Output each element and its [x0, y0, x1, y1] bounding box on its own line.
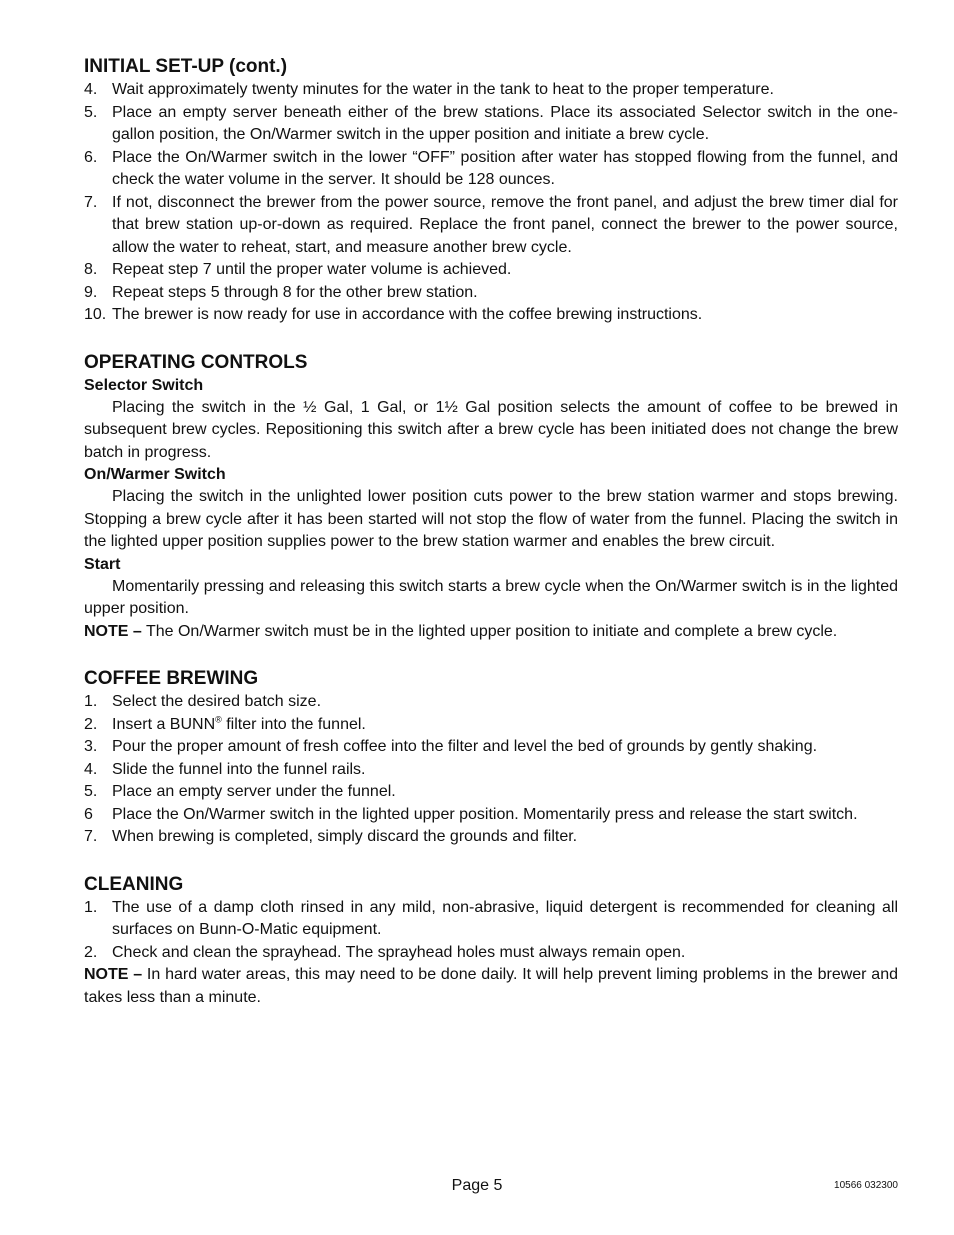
list-item: 7. When brewing is completed, simply discard the grounds and filter.	[84, 828, 578, 845]
cleaning-note	[84, 964, 898, 1009]
initial-setup-section	[84, 55, 898, 327]
operating-controls-section	[84, 351, 898, 644]
list-item: 1. The use of a damp cloth rinsed in any mild, non-abrasive, liquid detergent is recommended for cleaning all surfaces on Bunn-O-Matic equipment.	[84, 898, 898, 938]
selector-switch-text: Placing the switch in the ½ Gal, 1 Gal, or 1½ Gal position selects the amount of coffee to be brewed in subsequent brew cycles. Repositioning this switch after a brew cycle has been initiated does not change the brew batch in progress.	[84, 398, 898, 461]
start-switch-title: Start	[84, 555, 121, 573]
start-switch-text: Momentarily pressing and releasing this switch starts a brew cycle when the On/Warmer switch is in the lighted upper position.	[84, 577, 898, 617]
note-text: The On/Warmer switch must be in the lighted upper position to initiate and complete a brew cycle.	[141, 622, 838, 640]
cleaning-steps	[84, 897, 898, 965]
coffee-brewing-heading: COFFEE BREWING	[84, 668, 259, 689]
list-item: 5. Place an empty server under the funnel.	[84, 783, 396, 800]
list-item: 4. Wait approximately twenty minutes for the water in the tank to heat to the proper temperature.	[84, 81, 774, 98]
list-item: 6. Place the On/Warmer switch in the lower “OFF” position after water has stopped flowing from the funnel, and check the water volume in the server. It should be 128 ounces.	[84, 148, 898, 188]
cleaning-section	[84, 873, 898, 1010]
list-item: 2. Insert a BUNN® filter into the funnel.	[84, 714, 366, 733]
note-text: In hard water areas, this may need to be done daily. It will help prevent liming problems in the brewer and takes less than a minute.	[84, 966, 898, 1006]
list-item: 3. Pour the proper amount of fresh coffee into the filter and level the bed of grounds by gently shaking.	[84, 738, 818, 755]
page-content	[84, 55, 898, 1009]
list-item: 1. Select the desired batch size.	[84, 693, 322, 710]
registered-mark: ®	[215, 714, 222, 725]
note-label: NOTE –	[84, 622, 142, 640]
on-warmer-switch-text: Placing the switch in the unlighted lower position cuts power to the brew station warmer and stops brewing. Stopping a brew cycle after it has been started will not stop the flow of water from the funnel. Placing the switch in the lighted upper position supplies power to the brew station warmer and enables the brew circuit.	[84, 488, 898, 550]
coffee-brewing-section	[84, 667, 898, 849]
operating-controls-heading: OPERATING CONTROLS	[84, 351, 308, 373]
coffee-brewing-steps	[84, 691, 898, 849]
initial-setup-steps	[84, 79, 898, 327]
list-item: 8. Repeat step 7 until the proper water volume is achieved.	[84, 261, 512, 278]
list-item: 2. Check and clean the sprayhead. The sprayhead holes must always remain open.	[84, 943, 686, 961]
on-warmer-switch-block	[84, 464, 898, 554]
note-label: NOTE –	[84, 966, 143, 983]
initial-setup-heading: INITIAL SET-UP (cont.)	[84, 56, 288, 77]
start-switch-block	[84, 554, 898, 644]
operating-note	[84, 621, 898, 644]
list-item: 5. Place an empty server beneath either of the brew stations. Place its associated Selector switch in the one-gallon position, the On/Warmer switch in the upper position and initiate a brew cycle.	[84, 103, 898, 143]
list-item: 10. The brewer is now ready for use in accordance with the coffee brewing instructions.	[84, 306, 703, 323]
list-item: 6 Place the On/Warmer switch in the lighted upper position. Momentarily press and release the start switch.	[84, 805, 858, 823]
selector-switch-title: Selector Switch	[84, 376, 204, 394]
on-warmer-switch-title: On/Warmer Switch	[84, 466, 226, 483]
page-number: Page 5	[451, 1177, 503, 1194]
list-item: 4. Slide the funnel into the funnel rails.	[84, 760, 366, 778]
list-item: 7. If not, disconnect the brewer from the power source, remove the front panel, and adjust the brew timer dial for that brew station up-or-down as required. Replace the front panel, connect the brewer to the power source, allow the water to reheat, start, and measure another brew cycle.	[84, 193, 898, 256]
list-item: 9. Repeat steps 5 through 8 for the other brew station.	[84, 283, 478, 301]
document-code: 10566 032300	[834, 1180, 898, 1191]
cleaning-heading: CLEANING	[84, 873, 184, 895]
selector-switch-block	[84, 375, 898, 465]
